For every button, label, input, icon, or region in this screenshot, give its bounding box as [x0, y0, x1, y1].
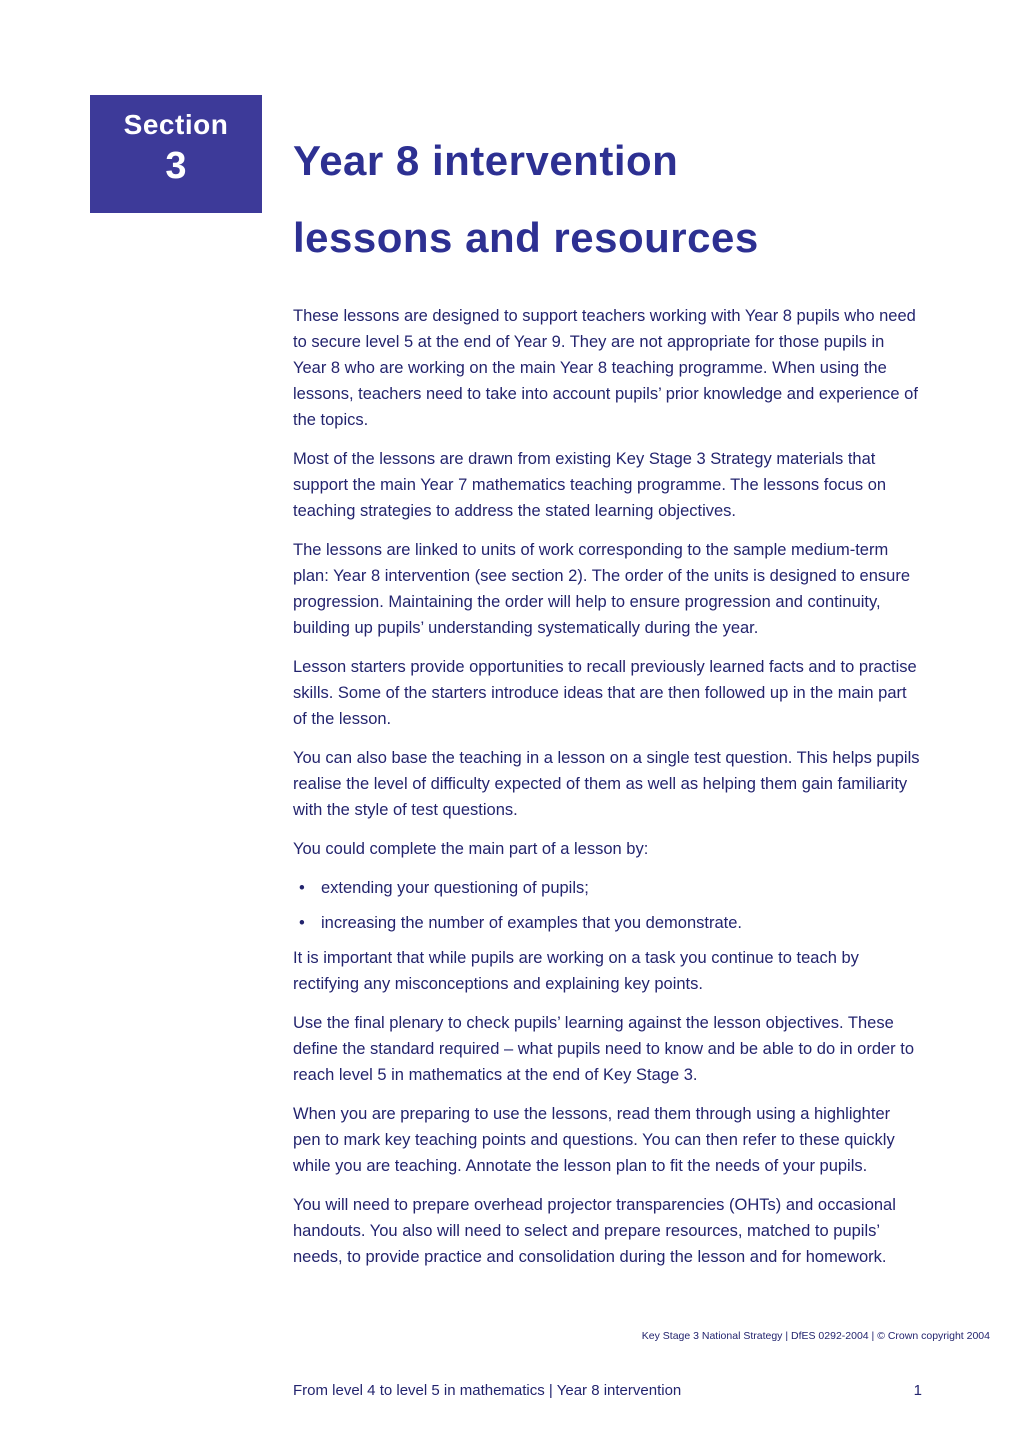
- paragraph: You can also base the teaching in a lesson on a single test question. This helps pupils realise the level of difficulty expected of them as well as helping them gain familiarity with the style of test questions.: [293, 749, 920, 819]
- paragraph: Lesson starters provide opportunities to recall previously learned facts and to practise skills. Some of the starters introduce ideas that are then followed up in the main part of the lesson.: [293, 658, 917, 728]
- paragraph: It is important that while pupils are working on a task you continue to teach by rectifying any misconceptions and explaining key points.: [293, 949, 859, 993]
- section-label: Section: [123, 109, 229, 140]
- page-title-line-1: Year 8 intervention: [293, 137, 679, 184]
- section-number: 3: [165, 145, 187, 187]
- paragraph: The lessons are linked to units of work corresponding to the sample medium-term plan: Year 8 intervention (see section 2). The order of the units is designed to ensure progression. Maintaining the order will help to ensure progression and continuity, building up pupils’ understanding systematically during the year.: [293, 541, 911, 637]
- footer-document-title: From level 4 to level 5 in mathematics | Year 8 intervention: [293, 1382, 682, 1399]
- bullet-text: extending your questioning of pupils;: [321, 879, 589, 897]
- footer-page-number: 1: [913, 1382, 922, 1399]
- paragraph: When you are preparing to use the lessons, read them through using a highlighter pen to mark key teaching points and questions. You can then refer to these quickly while you are teaching. Annotate the lesson plan to fit the needs of your pupils.: [293, 1105, 895, 1175]
- footer-credit-line: Key Stage 3 National Strategy | DfES 0292-2004 | © Crown copyright 2004: [641, 1330, 990, 1342]
- bullet-text: increasing the number of examples that you demonstrate.: [321, 914, 742, 932]
- paragraph: Most of the lessons are drawn from existing Key Stage 3 Strategy materials that support the main Year 7 mathematics teaching programme. The lessons focus on teaching strategies to address the stated learning objectives.: [293, 450, 887, 520]
- bullet-marker: •: [299, 879, 305, 897]
- bullet-item: [293, 910, 921, 936]
- section-badge: [90, 95, 262, 213]
- paragraph: Use the final plenary to check pupils’ learning against the lesson objectives. These define the standard required – what pupils need to know and be able to do in order to reach level 5 in mathematics at the end of Key Stage 3.: [293, 1014, 915, 1084]
- bullet-marker: •: [299, 914, 305, 932]
- bullet-item: [293, 875, 921, 901]
- paragraph: You will need to prepare overhead projector transparencies (OHTs) and occasional handouts. You also will need to select and prepare resources, matched to pupils’ needs, to provide practice and consolidation during the lesson and for homework.: [293, 1196, 896, 1266]
- body-text-column: [293, 303, 921, 1283]
- page-title: [293, 122, 953, 276]
- paragraph: You could complete the main part of a lesson by:: [293, 840, 649, 858]
- paragraph: These lessons are designed to support teachers working with Year 8 pupils who need to secure level 5 at the end of Year 9. They are not appropriate for those pupils in Year 8 who are working on the main Year 8 teaching programme. When using the lessons, teachers need to take into account pupils’ prior knowledge and experience of the topics.: [293, 307, 918, 429]
- page-title-line-2: lessons and resources: [293, 214, 759, 261]
